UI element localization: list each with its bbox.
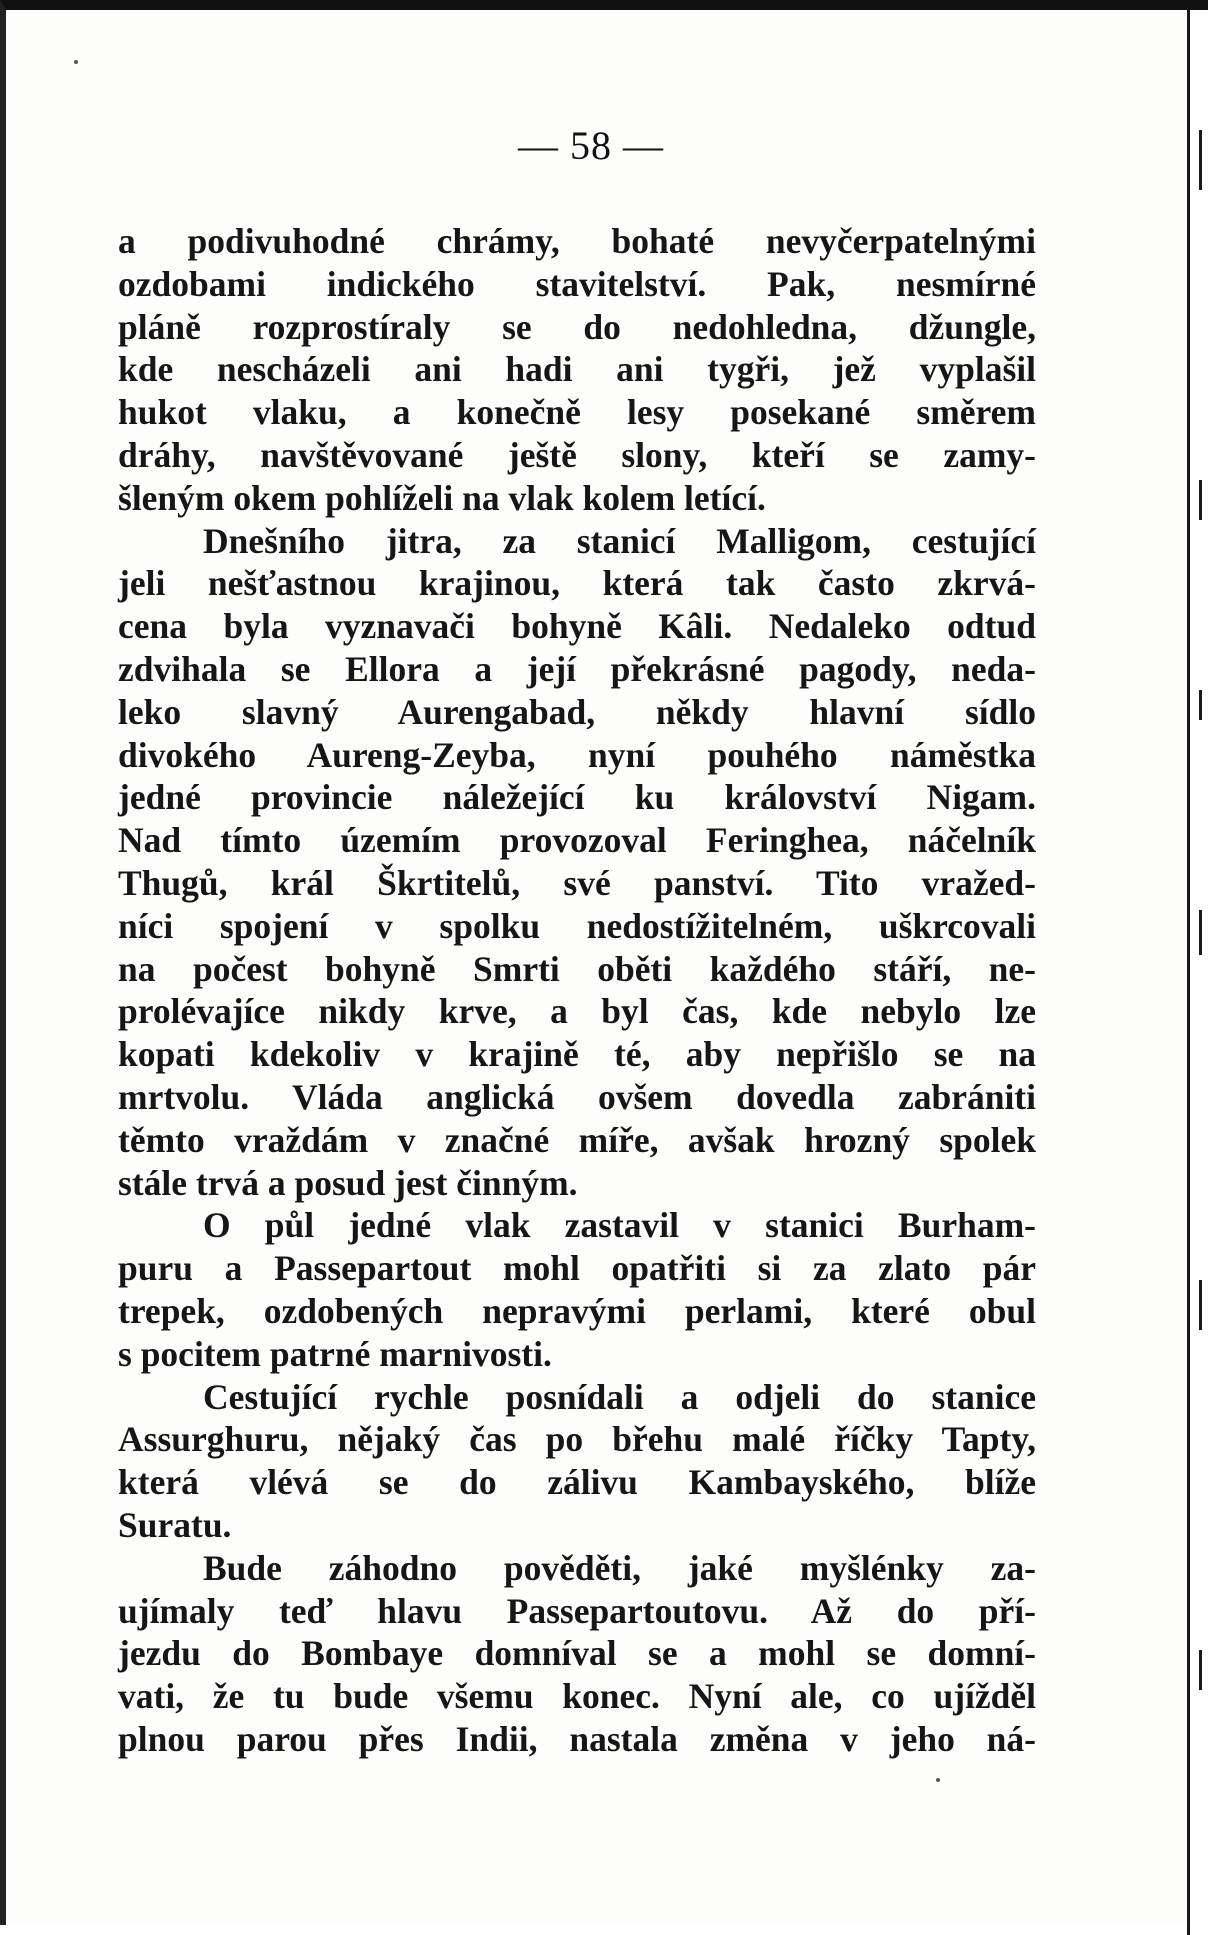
text-line: vati, že tu bude všemu konec. Nyní ale, co ujížděl bbox=[118, 1676, 1036, 1717]
paragraph-start-line: Dnešního jitra, za stanicí Malligom, cestující bbox=[203, 520, 1036, 561]
text-line: která vlévá se do zálivu Kambayského, blíže bbox=[118, 1462, 1036, 1503]
text-line: na počest bohyně Smrti oběti každého stáří, ne- bbox=[118, 948, 1036, 989]
paragraph-start-line: Bude záhodno pověděti, jaké myšlénky za- bbox=[203, 1547, 1036, 1588]
paragraph-start-line: Cestující rychle posnídali a odjeli do stanice bbox=[203, 1376, 1036, 1417]
text-line: hukot vlaku, a konečně lesy posekané směrem bbox=[118, 392, 1036, 433]
text-line: divokého Aureng-Zeyba, nyní pouhého náměstka bbox=[118, 734, 1036, 775]
text-line: kopati kdekoliv v krajině té, aby nepřišlo se na bbox=[118, 1034, 1036, 1075]
text-line: šleným okem pohlíželi na vlak kolem letící. bbox=[118, 477, 766, 518]
text-line: dráhy, navštěvované ještě slony, kteří se zamy- bbox=[118, 434, 1036, 475]
text-line: ozdobami indického stavitelství. Pak, nesmírné bbox=[118, 263, 1036, 304]
dust-speck bbox=[74, 60, 78, 64]
text-line: jeli nešťastnou krajinou, která tak často zkrvá- bbox=[118, 563, 1036, 604]
text-line: prolévajíce nikdy krve, a byl čas, kde nebylo lze bbox=[118, 991, 1036, 1032]
text-line: trepek, ozdobených nepravými perlami, které obul bbox=[118, 1290, 1036, 1331]
text-line: cena byla vyznavači bohyně Kâli. Nedaleko odtud bbox=[118, 606, 1036, 647]
paragraph-start-line: O půl jedné vlak zastavil v stanici Burham- bbox=[203, 1205, 1036, 1246]
text-line: stále trvá a posud jest činným. bbox=[118, 1162, 578, 1203]
edge-mark bbox=[1199, 1280, 1202, 1330]
text-line: a podivuhodné chrámy, bohaté nevyčerpatelnými bbox=[118, 221, 1036, 261]
text-line: kde nescházeli ani hadi ani tygři, jež vyplašil bbox=[118, 349, 1036, 390]
binding-edge bbox=[1187, 10, 1208, 1935]
text-line: jezdu do Bombaye domníval se a mohl se domní- bbox=[118, 1633, 1036, 1674]
edge-mark bbox=[1199, 1650, 1202, 1690]
text-line: ujímaly teď hlavu Passepartoutovu. Až do pří- bbox=[118, 1590, 1036, 1631]
edge-mark bbox=[1199, 130, 1202, 190]
text-line: s pocitem patrné marnivosti. bbox=[118, 1333, 552, 1374]
text-line: těmto vraždám v značné míře, avšak hrozný spolek bbox=[118, 1119, 1036, 1160]
text-line: mrtvolu. Vláda anglická ovšem dovedla zabrániti bbox=[118, 1076, 1036, 1117]
text-line: Thugů, král Škrtitelů, své panství. Tito vražed- bbox=[118, 862, 1036, 903]
edge-mark bbox=[1199, 910, 1202, 955]
text-line: puru a Passepartout mohl opatřiti si za zlato pár bbox=[118, 1248, 1036, 1289]
body-text bbox=[118, 220, 1036, 1761]
text-line: Nad tímto územím provozoval Feringhea, náčelník bbox=[118, 820, 1036, 861]
dust-speck bbox=[936, 1778, 940, 1782]
page-number: — 58 — bbox=[518, 123, 664, 168]
text-line: zdvihala se Ellora a její překrásné pagody, neda- bbox=[118, 648, 1036, 689]
text-line: jedné provincie náležející ku království Nigam. bbox=[118, 777, 1036, 818]
edge-mark bbox=[1199, 480, 1202, 520]
text-line: Suratu. bbox=[118, 1504, 232, 1545]
text-line: níci spojení v spolku nedostížitelném, uškrcovali bbox=[118, 905, 1036, 946]
edge-mark bbox=[1199, 690, 1202, 720]
text-line: Assurghuru, nějaký čas po břehu malé říčky Tapty, bbox=[118, 1419, 1036, 1460]
text-line: leko slavný Aurengabad, někdy hlavní sídlo bbox=[118, 691, 1036, 732]
text-line: plnou parou přes Indii, nastala změna v jeho ná- bbox=[118, 1718, 1036, 1759]
text-line: pláně rozprostíraly se do nedohledna, džungle, bbox=[118, 306, 1036, 347]
